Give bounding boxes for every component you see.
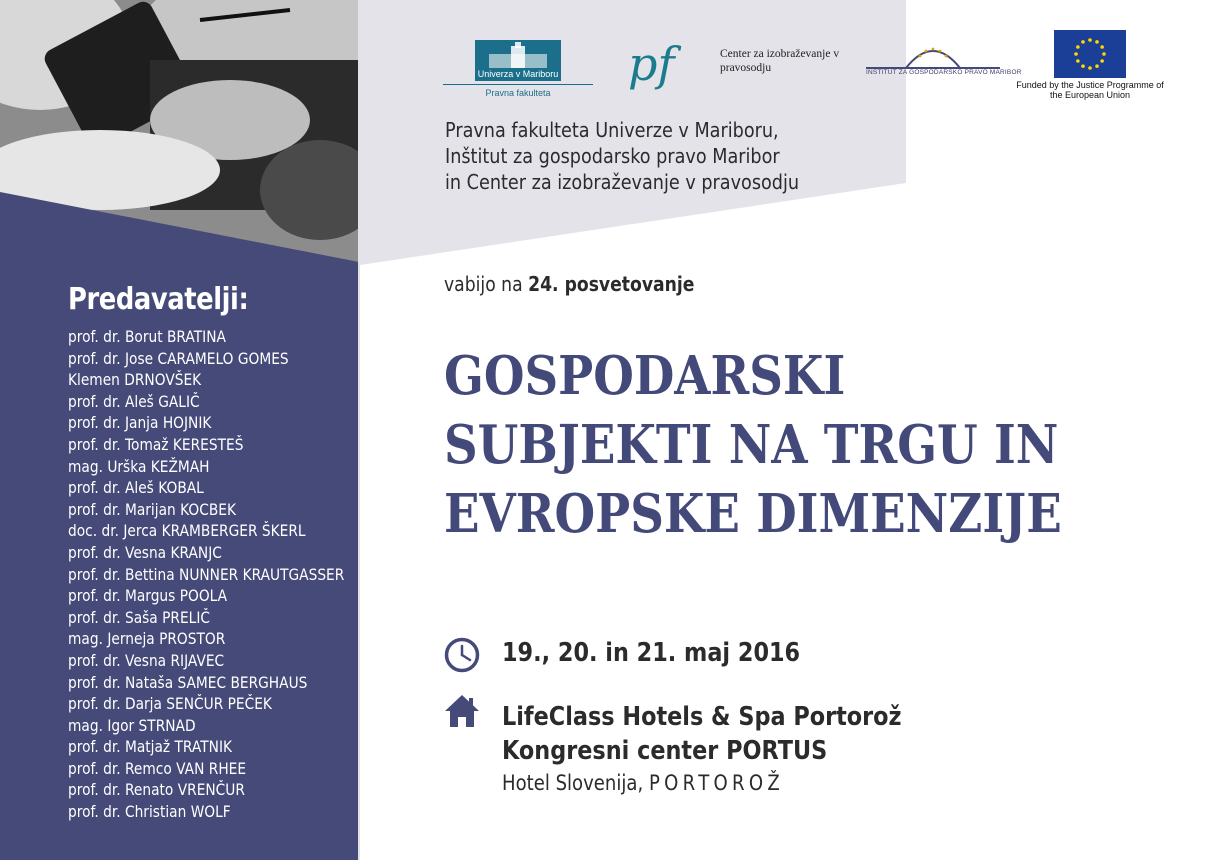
pf-logo: pf (628, 37, 675, 91)
speaker-item: prof. dr. Matjaž TRATNIK (68, 737, 233, 757)
event-number: 24. posvetovanje (528, 272, 695, 296)
venue-congress-center: Kongresni center PORTUS (502, 736, 828, 766)
clock-icon (444, 637, 480, 673)
eu-star-icon (1095, 64, 1099, 68)
venue-hotel-name: Hotel Slovenija, (502, 771, 644, 795)
speaker-item: Klemen DRNOVŠEK (68, 370, 202, 390)
speaker-item: prof. dr. Aleš KOBAL (68, 478, 204, 498)
speaker-item: prof. dr. Remco VAN RHEE (68, 758, 247, 778)
speaker-item: prof. dr. Christian WOLF (68, 802, 231, 822)
judicial-center-logo: Center za izobraževanje v pravosodju (720, 48, 840, 74)
speaker-item: mag. Urška KEŽMAH (68, 456, 210, 476)
speaker-item: prof. dr. Aleš GALIČ (68, 391, 200, 411)
speaker-item: mag. Jerneja PROSTOR (68, 629, 226, 649)
eu-star-icon (1076, 45, 1080, 49)
institute-name: INŠTITUT ZA GOSPODARSKO PRAVO MARIBOR (866, 69, 1022, 76)
university-logo (443, 28, 593, 102)
organizer-line: Inštitut za gospodarsko pravo Maribor (445, 144, 780, 168)
organizer-line: Pravna fakulteta Univerze v Mariboru, (445, 118, 779, 142)
speaker-item: doc. dr. Jerca KRAMBERGER ŠKERL (68, 521, 306, 541)
eu-star-icon (1095, 40, 1099, 44)
eu-funding-caption: Funded by the Justice Programme of the European Union (1016, 80, 1164, 100)
venue-address (502, 768, 902, 798)
logo-rule (443, 84, 593, 85)
speakers-heading: Predavatelji: (68, 282, 249, 317)
event-date: 19., 20. in 21. maj 2016 (502, 638, 801, 668)
title-line: EVROPSKE DIMENZIJE (444, 483, 1062, 545)
invitation-line (444, 272, 694, 296)
speaker-item: prof. dr. Saša PRELIČ (68, 607, 211, 627)
speaker-item: prof. dr. Vesna RIJAVEC (68, 650, 225, 670)
eu-star-icon (1081, 64, 1085, 68)
speakers-panel (0, 0, 359, 860)
speaker-item: prof. dr. Jose CARAMELO GOMES (68, 348, 289, 368)
institute-logo (866, 42, 1022, 86)
eu-star-icon (1081, 40, 1085, 44)
organizers (445, 117, 799, 195)
eu-flag-icon (1054, 30, 1126, 78)
speaker-item: prof. dr. Nataša SAMEC BERGHAUS (68, 672, 308, 692)
event-venue (502, 700, 967, 798)
eu-star-icon (1100, 45, 1104, 49)
speakers-list (68, 326, 389, 823)
speaker-item: prof. dr. Darja SENČUR PEČEK (68, 694, 272, 714)
speaker-item: prof. dr. Janja HOJNIK (68, 413, 212, 433)
speaker-item: prof. dr. Margus POOLA (68, 586, 228, 606)
home-icon (444, 694, 480, 728)
speaker-item: prof. dr. Renato VRENČUR (68, 780, 245, 800)
organizer-line: in Center za izobraževanje v pravosodju (445, 170, 800, 194)
title-line: GOSPODARSKI (444, 345, 846, 407)
title-line: SUBJEKTI NA TRGU IN (444, 414, 1059, 476)
event-title (444, 342, 1062, 549)
speaker-item: prof. dr. Marijan KOCBEK (68, 499, 236, 519)
speaker-item: prof. dr. Bettina NUNNER KRAUTGASSER (68, 564, 345, 584)
eu-star-icon (1088, 38, 1092, 42)
eu-star-icon (1088, 66, 1092, 70)
eu-star-icon (1102, 52, 1106, 56)
speaker-item: prof. dr. Tomaž KERESTEŠ (68, 434, 244, 454)
eu-star-icon (1100, 59, 1104, 63)
eu-star-icon (1076, 59, 1080, 63)
speaker-item: mag. Igor STRNAD (68, 715, 196, 735)
university-name: Univerza v Mariboru (475, 68, 561, 81)
faculty-name: Pravna fakulteta (485, 88, 551, 98)
venue-hotel: LifeClass Hotels & Spa Portorož (502, 702, 902, 732)
invite-prefix: vabijo na (444, 272, 523, 296)
eu-star-icon (1074, 52, 1078, 56)
speaker-item: prof. dr. Borut BRATINA (68, 327, 226, 346)
speaker-item: prof. dr. Vesna KRANJC (68, 542, 222, 562)
venue-city: PORTOROŽ (648, 771, 785, 795)
